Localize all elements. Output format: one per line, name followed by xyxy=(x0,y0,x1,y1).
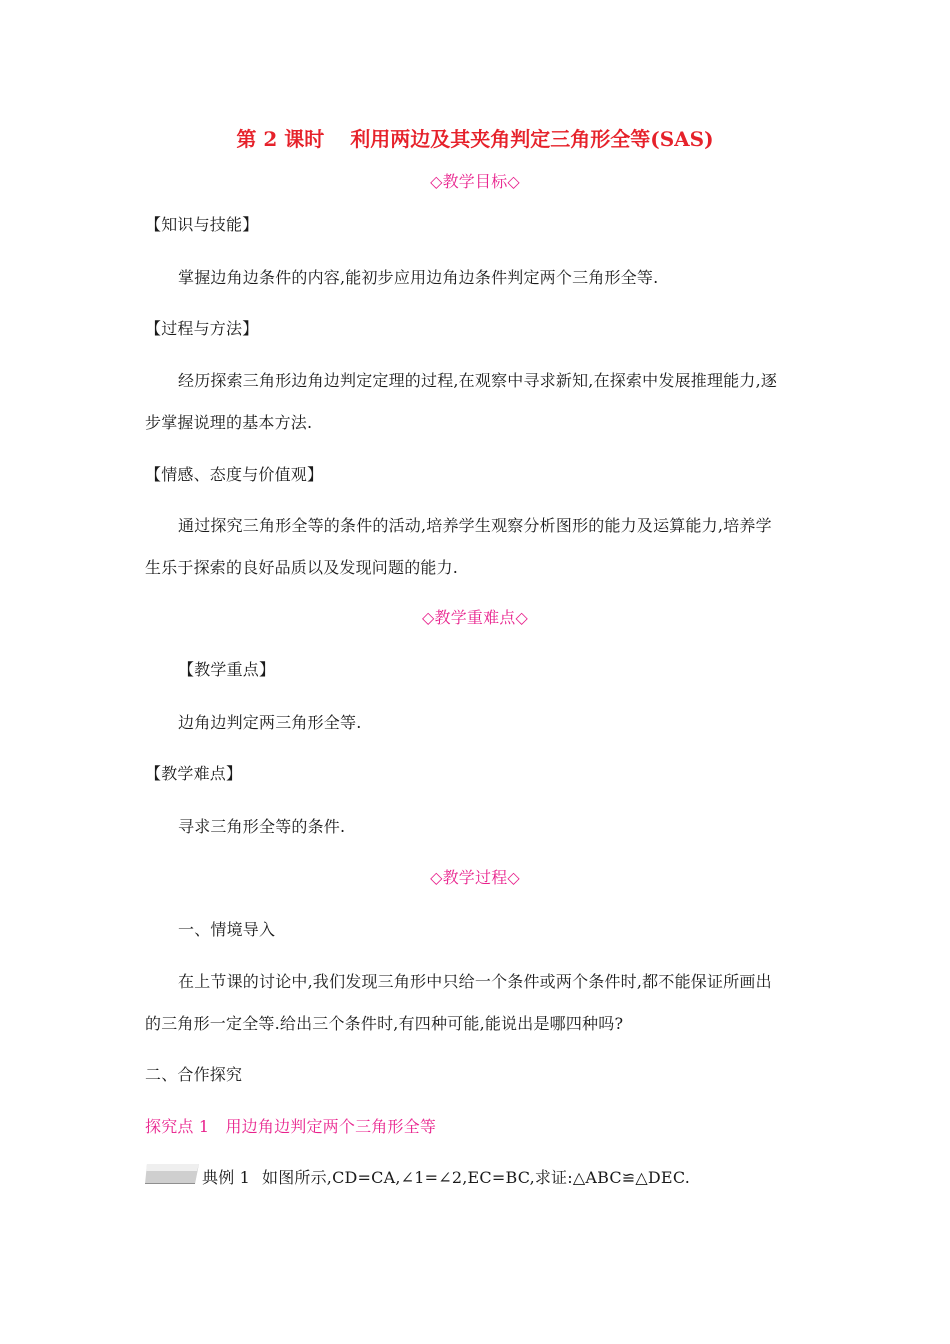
lesson-title xyxy=(0,126,950,152)
emotion-heading: 【情感、态度与价值观】 xyxy=(145,465,324,484)
example-label: 典例 1 xyxy=(202,1168,251,1187)
process-text-line-1: 经历探索三角形边角边判定定理的过程,在观察中寻求新知,在探索中发展推理能力,逐 xyxy=(178,371,778,390)
example-badge-icon xyxy=(145,1163,199,1185)
lesson-number: 第 2 课时 xyxy=(236,127,325,151)
knowledge-heading: 【知识与技能】 xyxy=(145,215,259,234)
intro-heading: 一、情境导入 xyxy=(178,920,276,939)
explore-heading: 二、合作探究 xyxy=(145,1065,243,1084)
process-heading: 【过程与方法】 xyxy=(145,319,259,338)
intro-text-line-2: 的三角形一定全等.给出三个条件时,有四种可能,能说出是哪四种吗? xyxy=(145,1014,624,1033)
keypoints-heading: ◇教学重难点◇ xyxy=(421,608,528,627)
explore-point-heading: 探究点 1 用边角边判定两个三角形全等 xyxy=(145,1117,437,1136)
process-text-line-2: 步掌握说理的基本方法. xyxy=(145,413,313,432)
key-text: 边角边判定两三角形全等. xyxy=(178,713,362,732)
emotion-text-line-1: 通过探究三角形全等的条件的活动,培养学生观察分析图形的能力及运算能力,培养学 xyxy=(178,516,772,535)
intro-text-line-1: 在上节课的讨论中,我们发现三角形中只给一个条件或两个条件时,都不能保证所画出 xyxy=(178,972,772,991)
example-text: 如图所示,CD=CA,∠1=∠2,EC=BC,求证:△ABC≌△DEC. xyxy=(262,1168,690,1187)
knowledge-text: 掌握边角边条件的内容,能初步应用边角边条件判定两个三角形全等. xyxy=(178,268,659,287)
procedure-heading: ◇教学过程◇ xyxy=(430,868,520,887)
difficult-heading: 【教学难点】 xyxy=(145,764,243,783)
difficult-text: 寻求三角形全等的条件. xyxy=(178,817,346,836)
key-heading: 【教学重点】 xyxy=(178,660,276,679)
lesson-topic: 利用两边及其夹角判定三角形全等(SAS) xyxy=(350,127,714,151)
emotion-text-line-2: 生乐于探索的良好品质以及发现问题的能力. xyxy=(145,558,459,577)
objectives-heading: ◇教学目标◇ xyxy=(430,172,520,191)
